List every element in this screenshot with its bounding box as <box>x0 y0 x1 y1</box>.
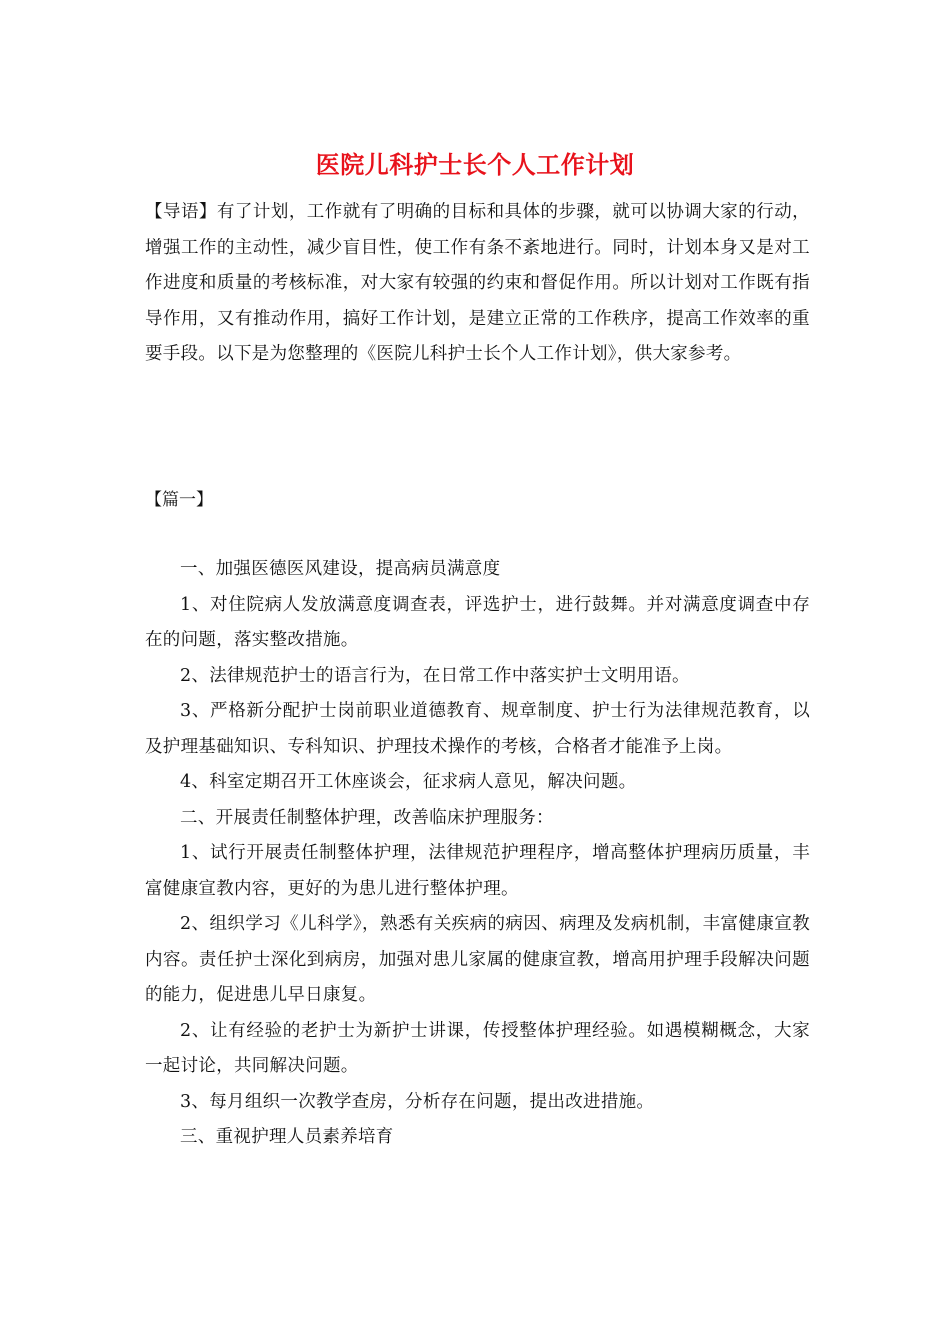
paragraph: 2、让有经验的老护士为新护士讲课，传授整体护理经验。如遇模糊概念，大家一起讨论，共同解决问题。 <box>145 1020 810 1076</box>
section-label: 【篇一】 <box>145 490 213 510</box>
heading-1: 一、加强医德医风建设，提高病员满意度 <box>180 559 501 579</box>
heading-3: 三、重视护理人员素养培育 <box>180 1127 394 1147</box>
heading-2: 二、开展责任制整体护理，改善临床护理服务： <box>180 807 554 828</box>
paragraph: 3、每月组织一次教学查房，分析存在问题，提出改进措施。 <box>180 1091 655 1112</box>
paragraph: 3、严格新分配护士岗前职业道德教育、规章制度、护士行为法律规范教育，以及护理基础知识、专科知识、护理技术操作的考核，合格者才能准予上岗。 <box>145 701 810 757</box>
paragraph: 1、试行开展责任制整体护理，法律规范护理程序，增高整体护理病历质量，丰富健康宣教内容，更好的为患儿进行整体护理。 <box>145 843 810 899</box>
intro-paragraph: 【导语】有了计划，工作就有了明确的目标和具体的步骤，就可以协调大家的行动，增强工作的主动性，减少盲目性，使工作有条不紊地进行。同时，计划本身又是对工作进度和质量的考核标准，对大家有较强的约束和督促作用。所以计划对工作既有指导作用，又有推动作用，搞好工作计划，是建立正常的工作秩序，提高工作效率的重要手段。以下是为您整理的《医院儿科护士长个人工作计划》，供大家参考。 <box>145 202 810 364</box>
document-title: 医院儿科护士长个人工作计划 <box>315 151 635 179</box>
paragraph: 1、对住院病人发放满意度调查表，评选护士，进行鼓舞。并对满意度调查中存在的问题，落实整改措施。 <box>145 594 810 650</box>
paragraph: 4、科室定期召开工休座谈会，征求病人意见，解决问题。 <box>180 772 637 792</box>
paragraph: 2、法律规范护士的语言行为，在日常工作中落实护士文明用语。 <box>180 665 690 686</box>
paragraph: 2、组织学习《儿科学》，熟悉有关疾病的病因、病理及发病机制，丰富健康宣教内容。责任护士深化到病房，加强对患儿家属的健康宣教，增高用护理手段解决问题的能力，促进患儿早日康复。 <box>145 914 810 1005</box>
body-text <box>145 552 810 1156</box>
